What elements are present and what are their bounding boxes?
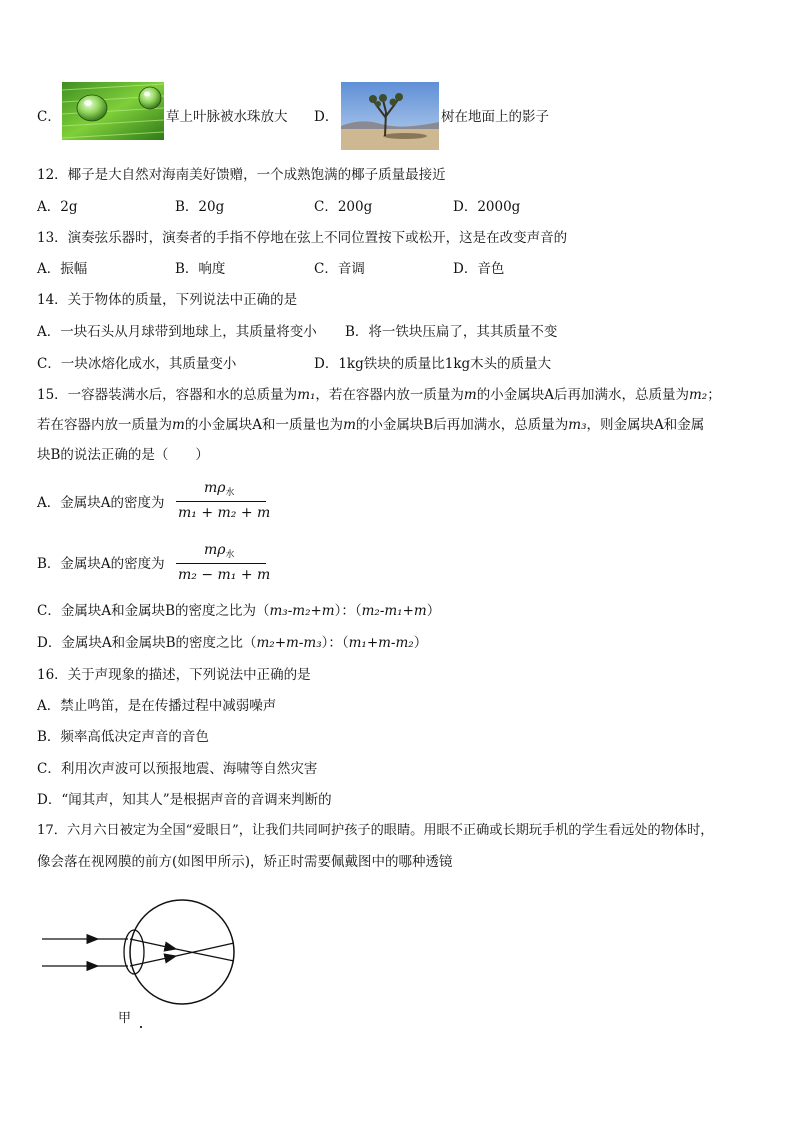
q17-stem-line-2: 像会落在视网膜的前方(如图甲所示)，矫正时需要佩戴图中的哪种透镜	[37, 854, 453, 870]
q16-stem: 16．关于声现象的描述，下列说法中正确的是	[37, 667, 311, 683]
q15-stem-line-3: 块B的说法正确的是（ ）	[37, 447, 209, 463]
q15-option-d: D．金属块A和金属块B的密度之比（m₂+m-m₃）：（m₁+m-m₂）	[37, 635, 428, 651]
q14-option-a: A．一块石头从月球带到地球上，其质量将变小	[37, 324, 317, 340]
q12-option-b: B．20g	[175, 199, 225, 215]
q15-option-c: C．金属块A和金属块B的密度之比为（m₃-m₂+m）：（m₂-m₁+m）	[37, 603, 441, 619]
myopia-eye-diagram	[38, 895, 238, 1010]
q12-option-a: A．2g	[37, 199, 78, 215]
q11-option-d-label: D．	[314, 109, 339, 125]
q14-option-b: B．将一铁块压扁了，其其质量不变	[345, 324, 558, 340]
q15-option-a-prefix: A．金属块A的密度为	[37, 495, 165, 511]
q16-option-d: D．“闻其声，知其人”是根据声音的音调来判断的	[37, 792, 332, 808]
q13-stem: 13．演奏弦乐器时，演奏者的手指不停地在弦上不同位置按下或松开，这是在改变声音的	[37, 230, 568, 246]
water-drop-leaf-image	[62, 82, 164, 140]
q12-option-c: C．200g	[314, 199, 373, 215]
q15-stem-line-2: 若在容器内放一质量为m的小金属块A和一质量也为m的小金属块B后再加满水，总质量为m₃，则金属块A和金属	[37, 417, 705, 433]
q11-option-c-caption: 草上叶脉被水珠放大	[166, 109, 288, 125]
q16-option-c: C．利用次声波可以预报地震、海啸等自然灾害	[37, 761, 318, 777]
q13-option-b: B．响度	[175, 261, 226, 277]
q11-option-c-label: C．	[37, 109, 61, 125]
q12-stem: 12．椰子是大自然对海南美好馈赠，一个成熟饱满的椰子质量最接近	[37, 167, 446, 183]
figure-label-jia: 甲	[118, 1011, 132, 1026]
figure-dot	[140, 1026, 142, 1028]
q17-stem-line-1: 17．六月六日被定为全国“爱眼日”，让我们共同呵护孩子的眼睛。用眼不正确或长期玩手机的学生看远处的物体时，	[37, 823, 714, 838]
q13-option-d: D．音色	[453, 261, 505, 277]
q15-option-b-fraction: $m\rho_水$ m₂ − m₁ + m	[178, 542, 271, 583]
q14-option-c: C．一块冰熔化成水，其质量变小	[37, 356, 237, 372]
q14-stem: 14．关于物体的质量，下列说法中正确的是	[37, 292, 298, 308]
q12-option-d: D．2000g	[453, 199, 521, 215]
q15-option-a-fraction: $m\rho_水$ m₁ + m₂ + m	[178, 480, 271, 521]
q15-option-b-prefix: B．金属块A的密度为	[37, 556, 165, 572]
q14-option-d: D．1kg铁块的质量比1kg木头的质量大	[314, 356, 552, 372]
tree-shadow-image	[341, 82, 439, 150]
q13-option-c: C．音调	[314, 261, 365, 277]
q11-option-d-caption: 树在地面上的影子	[441, 109, 549, 125]
q13-option-a: A．振幅	[37, 261, 88, 277]
q16-option-a: A．禁止鸣笛，是在传播过程中减弱噪声	[37, 698, 277, 714]
q16-option-b: B．频率高低决定声音的音色	[37, 729, 209, 745]
q15-stem-line-1: 15．一容器装满水后，容器和水的总质量为m₁，若在容器内放一质量为m的小金属块A后再加满水，总质量为m₂；	[37, 387, 721, 403]
